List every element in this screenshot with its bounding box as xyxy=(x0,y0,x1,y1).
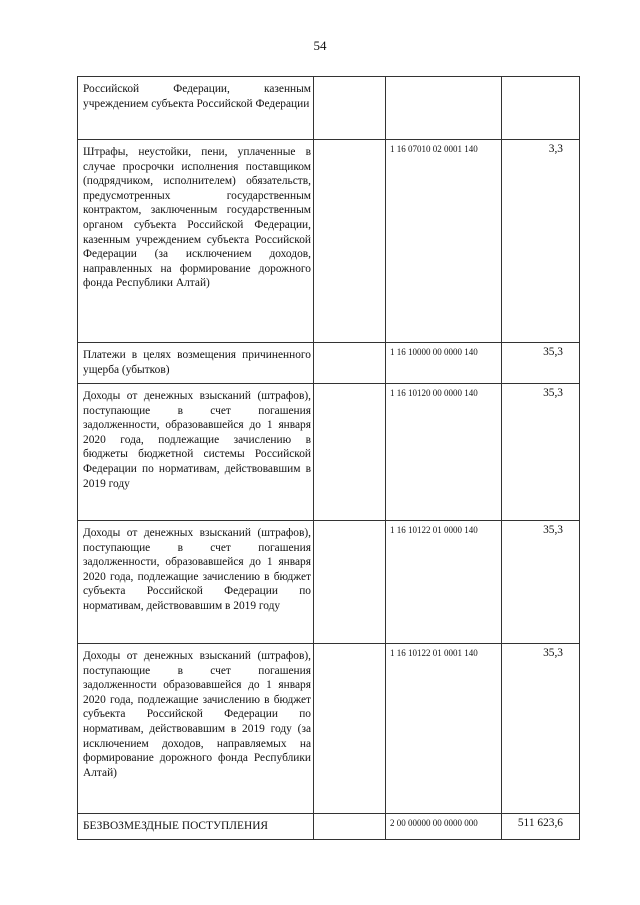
table-row xyxy=(78,140,580,343)
revenue-name-cell: БЕЗВОЗМЕЗДНЫЕ ПОСТУПЛЕНИЯ xyxy=(78,814,314,840)
empty-cell xyxy=(314,814,386,840)
amount-cell: 35,3 xyxy=(502,384,580,521)
budget-revenue-table xyxy=(77,76,580,840)
empty-cell xyxy=(314,521,386,644)
empty-cell xyxy=(314,384,386,521)
table-row xyxy=(78,343,580,384)
budget-code-cell xyxy=(386,77,502,140)
empty-cell xyxy=(314,77,386,140)
table-row xyxy=(78,384,580,521)
revenue-name-cell: Штрафы, неустойки, пени, уплаченные в случае просрочки исполнения поставщиком (подрядчиком, исполнителем) обязательств, предусмотренных государственным контрактом, заключенным государственным органом субъекта Российской Федерации, казенным учреждением субъекта Российской Федерации (за исключением доходов, направленных на формирование дорожного фонда Республики Алтай) xyxy=(78,140,314,343)
table-row xyxy=(78,644,580,814)
budget-code-cell: 1 16 10000 00 0000 140 xyxy=(386,343,502,384)
page-number: 54 xyxy=(313,38,327,53)
amount-cell xyxy=(502,77,580,140)
budget-code-cell: 1 16 07010 02 0001 140 xyxy=(386,140,502,343)
table-row xyxy=(78,814,580,840)
amount-cell: 35,3 xyxy=(502,343,580,384)
amount-cell: 3,3 xyxy=(502,140,580,343)
budget-code-cell: 1 16 10120 00 0000 140 xyxy=(386,384,502,521)
amount-cell: 35,3 xyxy=(502,644,580,814)
amount-cell: 35,3 xyxy=(502,521,580,644)
budget-code-cell: 1 16 10122 01 0001 140 xyxy=(386,644,502,814)
revenue-name-cell: Российской Федерации, казенным учреждением субъекта Российской Федерации xyxy=(78,77,314,140)
empty-cell xyxy=(314,343,386,384)
budget-code-cell: 1 16 10122 01 0000 140 xyxy=(386,521,502,644)
empty-cell xyxy=(314,140,386,343)
amount-cell: 511 623,6 xyxy=(502,814,580,840)
empty-cell xyxy=(314,644,386,814)
revenue-name-cell: Доходы от денежных взысканий (штрафов), поступающие в счет погашения задолженности, образовавшейся до 1 января 2020 года, подлежащие зачислению в бюджет субъекта Российской Федерации по нормативам, действовавшим в 2019 году xyxy=(78,521,314,644)
revenue-name-cell: Доходы от денежных взысканий (штрафов), поступающие в счет погашения задолженности образовавшейся до 1 января 2020 года, подлежащие зачислению в бюджет субъекта Российской Федерации по нормативам, действовавшим в 2019 году (за исключением доходов, направляемых на формирование дорожного фонда Республики Алтай) xyxy=(78,644,314,814)
revenue-name-cell: Доходы от денежных взысканий (штрафов), поступающие в счет погашения задолженности, образовавшейся до 1 января 2020 года, подлежащие зачислению в бюджеты бюджетной системы Российской Федерации по нормативам, действовавшим в 2019 году xyxy=(78,384,314,521)
budget-code-cell: 2 00 00000 00 0000 000 xyxy=(386,814,502,840)
table-row xyxy=(78,521,580,644)
revenue-name-cell: Платежи в целях возмещения причиненного ущерба (убытков) xyxy=(78,343,314,384)
table-row xyxy=(78,77,580,140)
